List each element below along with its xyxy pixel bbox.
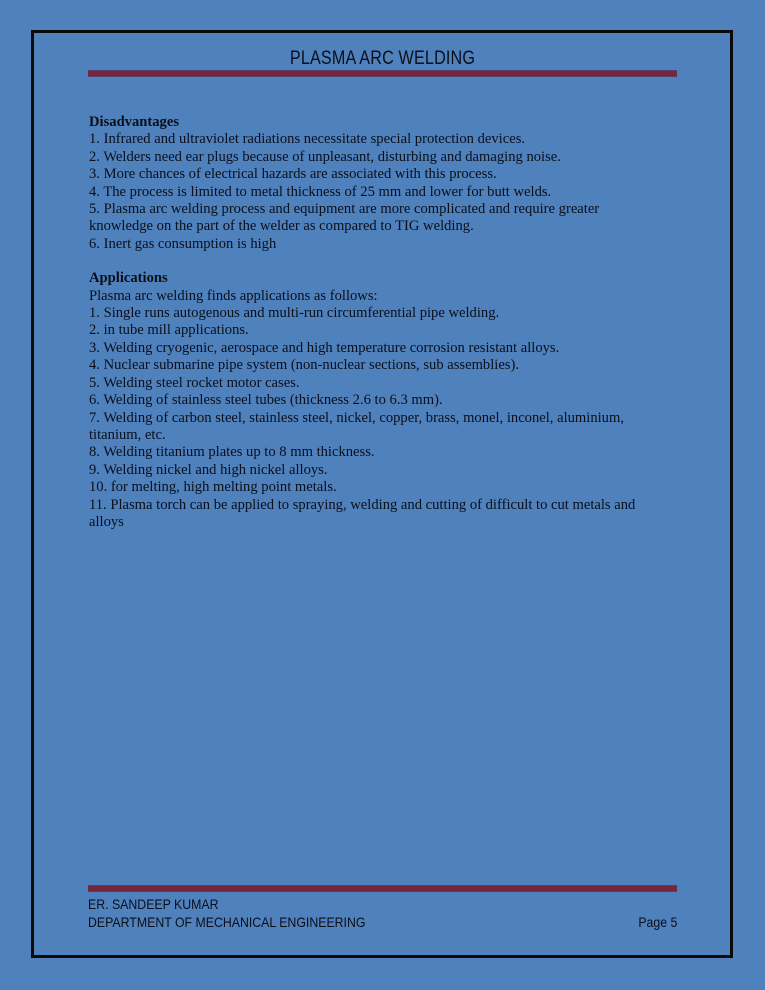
application-item: 2. in tube mill applications. — [89, 322, 249, 339]
application-item: 6. Welding of stainless steel tubes (thickness 2.6 to 6.3 mm). — [89, 392, 443, 409]
footer-rule — [88, 885, 677, 892]
header-rule — [88, 70, 677, 77]
application-item: 4. Nuclear submarine pipe system (non-nuclear sections, sub assemblies). — [89, 357, 519, 374]
applications-heading: Applications — [89, 270, 168, 287]
page-body — [89, 114, 689, 531]
application-item: 1. Single runs autogenous and multi-run circumferential pipe welding. — [89, 305, 500, 322]
disadvantage-item: 5. Plasma arc welding process and equipment are more complicated and require greater knowledge on the part of the welder as compared to TIG welding. — [89, 201, 600, 235]
footer-department: DEPARTMENT OF MECHANICAL ENGINEERING — [88, 914, 366, 930]
application-item: 3. Welding cryogenic, aerospace and high temperature corrosion resistant alloys. — [89, 339, 560, 356]
application-item: 8. Welding titanium plates up to 8 mm thickness. — [89, 444, 375, 461]
footer-author: ER. SANDEEP KUMAR — [88, 896, 219, 912]
disadvantage-item: 2. Welders need ear plugs because of unpleasant, disturbing and damaging noise. — [89, 148, 561, 165]
disadvantage-item: 3. More chances of electrical hazards are associated with this process. — [89, 166, 497, 183]
section-gap — [89, 253, 689, 270]
application-item: 7. Welding of carbon steel, stainless steel, nickel, copper, brass, monel, inconel, aluminium, titanium, etc. — [89, 409, 624, 443]
page-title: PLASMA ARC WELDING — [289, 48, 476, 69]
page-number: Page 5 — [637, 914, 677, 930]
page-footer — [88, 895, 677, 931]
applications-intro: Plasma arc welding finds applications as follows: — [89, 287, 378, 304]
disadvantage-item: 1. Infrared and ultraviolet radiations necessitate special protection devices. — [89, 131, 526, 148]
application-item: 9. Welding nickel and high nickel alloys. — [89, 461, 328, 478]
disadvantages-heading: Disadvantages — [89, 114, 180, 130]
application-item: 11. Plasma torch can be applied to spraying, welding and cutting of difficult to cut metals and alloys — [89, 496, 636, 530]
application-item: 10. for melting, high melting point metals. — [89, 479, 337, 496]
application-item: 5. Welding steel rocket motor cases. — [89, 374, 300, 391]
disadvantage-item: 6. Inert gas consumption is high — [89, 235, 277, 252]
disadvantage-item: 4. The process is limited to metal thickness of 25 mm and lower for butt welds. — [89, 183, 552, 200]
